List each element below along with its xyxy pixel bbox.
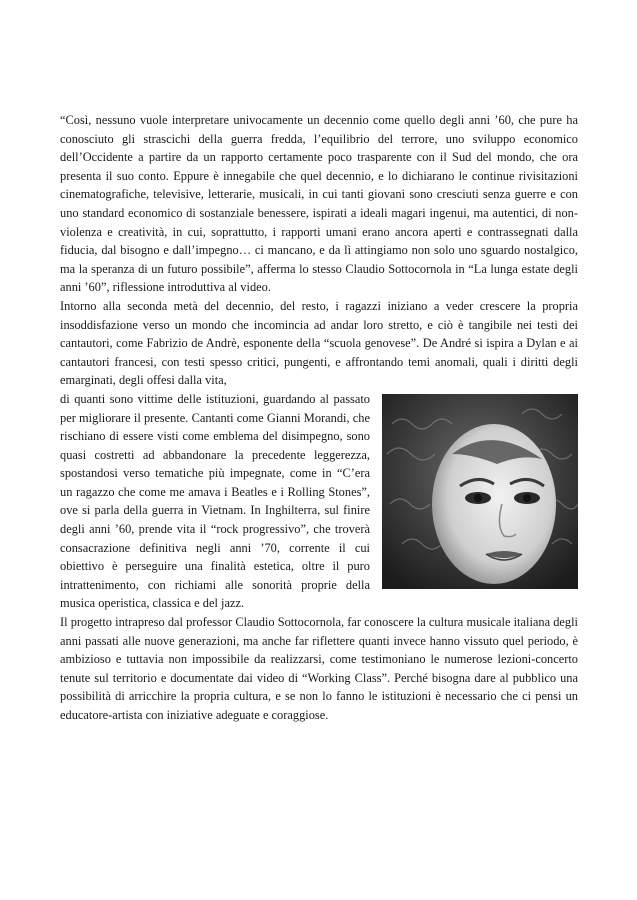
article-body	[60, 111, 578, 725]
paragraph-morandi-rock: di quanti sono vittime delle istituzioni, guardando al passato per migliorare il presente. Cantanti come Gianni Morandi, che rischiano di essere visti come emblema del disimpegno, sono quasi costretti ad abbandonare la precedente leggerezza, spostandosi verso tematiche più impegnate, come in “C’era un ragazzo che come me amava i Beatles e i Rolling Stones”, ove si parla della guerra in Vietnam. In Inghilterra, sul finire degli anni ’60, prende vita il “rock progressivo”, che troverà consacrazione definitiva negli anni ’70, corrente il cui obiettivo è perseguire una finalità estetica, oltre il puro intrattenimento, con richiami alle sonorità proprie della musica operistica, classica e del jazz.	[60, 391, 370, 611]
portrait-photo-icon	[382, 394, 578, 589]
portrait-illustration	[382, 394, 578, 589]
paragraph-cantautori: Intorno alla seconda metà del decennio, del resto, i ragazzi iniziano a veder crescere la propria insoddisfazione verso un mondo che incomincia ad andar loro stretto, e ciò è tangibile nei testi dei cantautori, come Fabrizio de Andrè, esponente della “scuola genovese”. De André si ispira a Dylan e ai cantautori francesi, con testi spesso critici, pungenti, e affrontando temi anomali, quali i diritti degli emarginati, degli offesi dalla vita,	[60, 298, 578, 388]
paragraph-intro-quote: “Così, nessuno vuole interpretare univocamente un decennio come quello degli anni ’60, che pure ha conosciuto gli strascichi della guerra fredda, l’equilibrio del terrore, uno sviluppo economico dell’Occidente a partire da un rapporto certamente poco trasparente con il Sud del mondo, che ora presenta il suo conto. Eppure è innegabile che quel decennio, e lo dichiarano le continue rivisitazioni cinematografiche, televisive, letterarie, musicali, in cui tanti giovani sono cresciuti senza guerre e con uno standard economico di sostanziale benessere, ispirati a ideali magari ingenui, ma autentici, di non-violenza e creatività, in cui, soprattutto, i rapporti umani erano ancora aperti e contrassegnati dalla fiducia, dal bisogno e dall’impegno… ci mancano, e da lì attingiamo non solo uno sguardo nostalgico, ma la speranza di un futuro possibile”, afferma lo stesso Claudio Sottocornola in “La lunga estate degli anni ’60”, riflessione introduttiva al video.	[60, 113, 578, 295]
paragraph-progetto: Il progetto intrapreso dal professor Claudio Sottocornola, far conoscere la cultura musicale italiana degli anni passati alle nuove generazioni, ma anche far riflettere quanti invece hanno vissuto quel periodo, è ambizioso e tuttavia non impossibile da realizzarsi, come testimoniano le numerose lezioni-concerto tenute sul territorio e documentate dai video di “Working Class”. Perché bisogna dare al pubblico una possibilità di arricchire la propria cultura, e se non lo fanno le istituzioni è necessario che ci pensi un educatore-artista con iniziative adeguate e coraggiose.	[60, 615, 578, 722]
